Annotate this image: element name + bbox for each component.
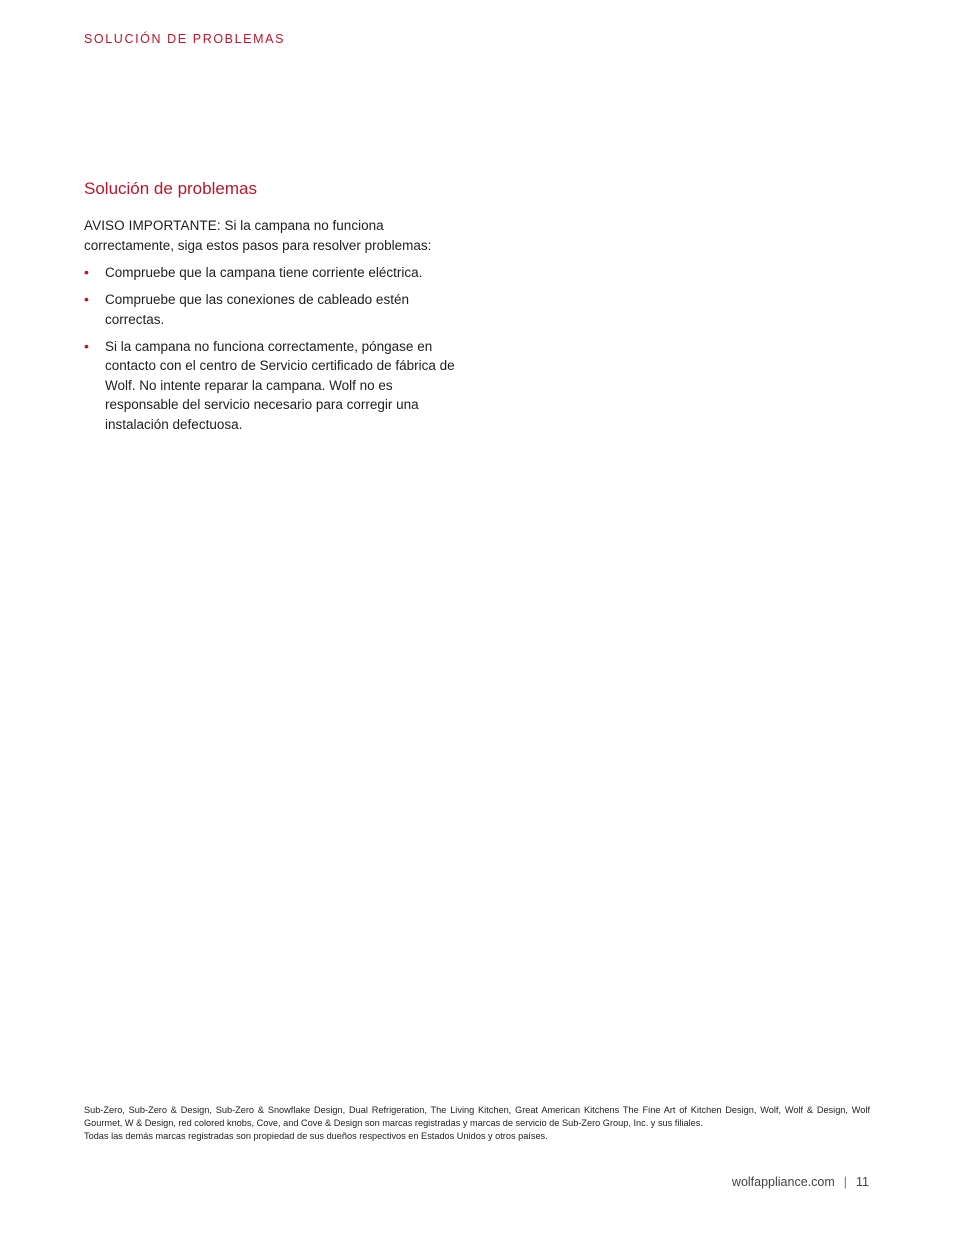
section-title: Solución de problemas: [84, 179, 257, 198]
page-footer: [732, 1175, 869, 1189]
bullet-icon: •: [84, 337, 89, 354]
legal-notice: [84, 1104, 870, 1142]
important-notice-label: AVISO IMPORTANTE:: [84, 218, 221, 233]
troubleshooting-section: [84, 178, 459, 442]
list-item: [84, 337, 459, 435]
bullet-icon: •: [84, 291, 89, 307]
running-header: SOLUCIÓN DE PROBLEMAS: [84, 32, 286, 46]
page-number: 11: [856, 1175, 869, 1189]
troubleshooting-steps-list: [84, 263, 459, 434]
website-link[interactable]: wolfappliance.com: [731, 1175, 835, 1189]
intro-text: Si la campana no funciona correctamente, siga estos pasos para resolver problemas:: [84, 218, 432, 253]
list-item: [84, 263, 459, 283]
other-trademarks-notice: Todas las demás marcas registradas son propiedad de sus dueños respectivos en Estados Unidos y otros países.: [84, 1130, 548, 1141]
list-item-text: Compruebe que las conexiones de cableado estén correctas.: [105, 292, 409, 327]
footer-separator: |: [843, 1175, 848, 1189]
trademark-notice: Sub-Zero, Sub-Zero & Design, Sub-Zero & Snowflake Design, Dual Refrigeration, The Living Kitchen, Great American Kitchens The Fine Art of Kitchen Design, Wolf, Wolf & Design, Wolf Gourmet, W & Design, red colored knobs, Cove, and Cove & Design son marcas registradas y marcas de servicio de Sub-Zero Group, Inc. y sus filiales.: [84, 1105, 870, 1128]
list-item-text: Si la campana no funciona correctamente, póngase en contacto con el centro de Servicio certificado de fábrica de Wolf. No intente reparar la campana. Wolf no es responsable del servicio necesario para corregir una instalación defectuosa.: [105, 338, 455, 432]
bullet-icon: •: [84, 264, 89, 280]
list-item: [84, 290, 459, 329]
list-item-text: Compruebe que la campana tiene corriente eléctrica.: [105, 265, 423, 280]
intro-paragraph: [84, 216, 459, 256]
